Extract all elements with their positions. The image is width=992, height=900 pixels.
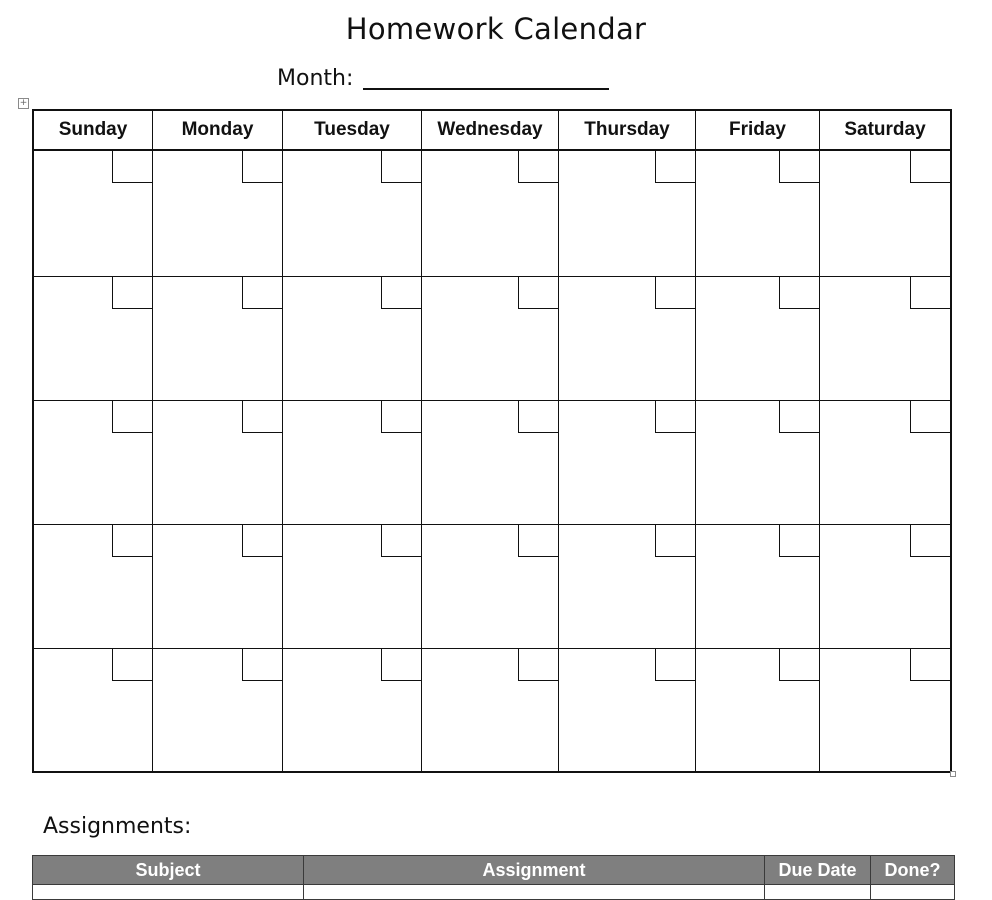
calendar-day-cell[interactable] bbox=[153, 277, 283, 401]
date-number-box[interactable] bbox=[655, 401, 695, 433]
table-resize-handle-icon[interactable] bbox=[950, 771, 956, 777]
date-number-box[interactable] bbox=[518, 277, 558, 309]
date-number-box[interactable] bbox=[242, 649, 282, 681]
date-number-box[interactable] bbox=[655, 649, 695, 681]
calendar-day-cell[interactable] bbox=[696, 401, 820, 525]
date-number-box[interactable] bbox=[779, 525, 819, 557]
day-header-tuesday: Tuesday bbox=[283, 111, 422, 151]
date-number-box[interactable] bbox=[910, 277, 950, 309]
date-number-box[interactable] bbox=[518, 649, 558, 681]
date-number-box[interactable] bbox=[518, 525, 558, 557]
date-number-box[interactable] bbox=[242, 151, 282, 183]
day-header-sunday: Sunday bbox=[34, 111, 153, 151]
date-number-box[interactable] bbox=[381, 401, 421, 433]
calendar-day-cell[interactable] bbox=[422, 401, 559, 525]
calendar-day-cell[interactable] bbox=[283, 525, 422, 649]
date-number-box[interactable] bbox=[655, 277, 695, 309]
calendar-day-cell[interactable] bbox=[696, 151, 820, 277]
assignments-label: Assignments: bbox=[43, 814, 192, 839]
date-number-box[interactable] bbox=[242, 401, 282, 433]
date-number-box[interactable] bbox=[112, 151, 152, 183]
calendar-day-cell[interactable] bbox=[696, 525, 820, 649]
calendar-day-cell[interactable] bbox=[422, 525, 559, 649]
date-number-box[interactable] bbox=[112, 649, 152, 681]
date-number-box[interactable] bbox=[779, 151, 819, 183]
column-header-assignment: Assignment bbox=[304, 856, 765, 885]
date-number-box[interactable] bbox=[242, 277, 282, 309]
month-field bbox=[277, 66, 609, 96]
day-header-monday: Monday bbox=[153, 111, 283, 151]
calendar-day-cell[interactable] bbox=[820, 277, 950, 401]
column-header-done: Done? bbox=[871, 856, 955, 885]
calendar-day-cell[interactable] bbox=[153, 401, 283, 525]
date-number-box[interactable] bbox=[779, 649, 819, 681]
date-number-box[interactable] bbox=[779, 401, 819, 433]
day-header-thursday: Thursday bbox=[559, 111, 696, 151]
calendar-day-cell[interactable] bbox=[559, 277, 696, 401]
calendar-day-cell[interactable] bbox=[34, 401, 153, 525]
date-number-box[interactable] bbox=[381, 525, 421, 557]
calendar-day-cell[interactable] bbox=[34, 525, 153, 649]
calendar-day-cell[interactable] bbox=[696, 649, 820, 773]
date-number-box[interactable] bbox=[910, 401, 950, 433]
day-header-saturday: Saturday bbox=[820, 111, 950, 151]
calendar-day-cell[interactable] bbox=[820, 525, 950, 649]
date-number-box[interactable] bbox=[112, 525, 152, 557]
calendar-day-cell[interactable] bbox=[820, 401, 950, 525]
calendar-day-cell[interactable] bbox=[422, 277, 559, 401]
date-number-box[interactable] bbox=[779, 277, 819, 309]
date-number-box[interactable] bbox=[381, 151, 421, 183]
date-number-box[interactable] bbox=[381, 649, 421, 681]
calendar-day-cell[interactable] bbox=[820, 151, 950, 277]
day-header-friday: Friday bbox=[696, 111, 820, 151]
date-number-box[interactable] bbox=[518, 401, 558, 433]
date-number-box[interactable] bbox=[910, 649, 950, 681]
calendar-day-cell[interactable] bbox=[34, 151, 153, 277]
page-title: Homework Calendar bbox=[345, 12, 647, 46]
assignments-table bbox=[32, 855, 955, 900]
calendar-day-cell[interactable] bbox=[283, 151, 422, 277]
table-move-handle-icon[interactable]: + bbox=[19, 98, 28, 108]
calendar-day-cell[interactable] bbox=[559, 401, 696, 525]
month-label: Month: bbox=[277, 66, 354, 91]
column-header-subject: Subject bbox=[33, 856, 304, 885]
calendar-day-cell[interactable] bbox=[559, 525, 696, 649]
month-input-line[interactable] bbox=[363, 66, 609, 90]
date-number-box[interactable] bbox=[518, 151, 558, 183]
day-header-wednesday: Wednesday bbox=[422, 111, 559, 151]
calendar-day-cell[interactable] bbox=[820, 649, 950, 773]
calendar-day-cell[interactable] bbox=[283, 277, 422, 401]
calendar-day-cell[interactable] bbox=[422, 151, 559, 277]
calendar-day-cell[interactable] bbox=[559, 151, 696, 277]
date-number-box[interactable] bbox=[112, 401, 152, 433]
calendar-day-cell[interactable] bbox=[559, 649, 696, 773]
date-number-box[interactable] bbox=[655, 151, 695, 183]
calendar-day-cell[interactable] bbox=[153, 649, 283, 773]
date-number-box[interactable] bbox=[242, 525, 282, 557]
calendar-day-cell[interactable] bbox=[34, 649, 153, 773]
calendar-day-cell[interactable] bbox=[283, 401, 422, 525]
date-number-box[interactable] bbox=[910, 151, 950, 183]
calendar-day-cell[interactable] bbox=[153, 525, 283, 649]
date-number-box[interactable] bbox=[655, 525, 695, 557]
date-number-box[interactable] bbox=[910, 525, 950, 557]
calendar-day-cell[interactable] bbox=[283, 649, 422, 773]
calendar-day-cell[interactable] bbox=[153, 151, 283, 277]
date-number-box[interactable] bbox=[381, 277, 421, 309]
calendar-grid bbox=[32, 109, 952, 773]
calendar-day-cell[interactable] bbox=[422, 649, 559, 773]
calendar-day-cell[interactable] bbox=[34, 277, 153, 401]
calendar-day-cell[interactable] bbox=[696, 277, 820, 401]
assignments-header-row bbox=[33, 856, 955, 885]
date-number-box[interactable] bbox=[112, 277, 152, 309]
column-header-due-date: Due Date bbox=[765, 856, 871, 885]
